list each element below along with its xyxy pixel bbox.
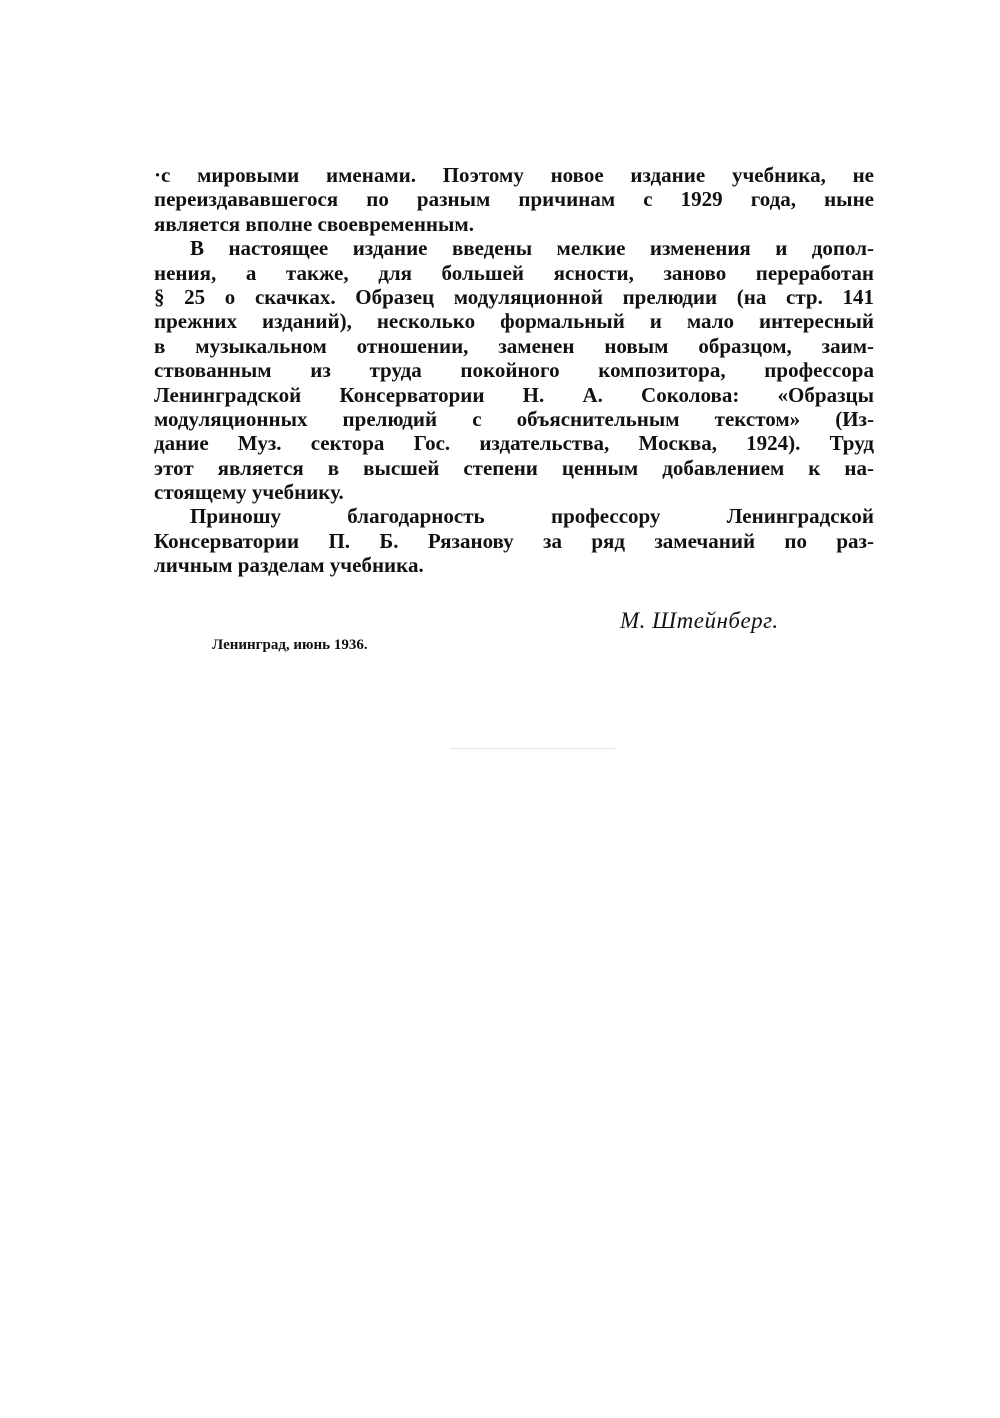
text-line: ·с мировыми именами. Поэтому новое издание учебника, не [154, 163, 874, 187]
paragraph-2 [154, 236, 874, 504]
paragraph-3 [154, 504, 874, 577]
text-line: личным разделам учебника. [154, 553, 424, 578]
text-line: нения, а также, для большей ясности, заново переработан [154, 260, 874, 285]
text-line: стоящему учебнику. [154, 480, 344, 505]
paragraph-1 [154, 163, 874, 236]
text-line: этот является в высшей степени ценным добавлением к на- [154, 455, 874, 480]
text-line: ствованным из труда покойного композитора, профессора [154, 358, 874, 383]
text-line: переиздававшегося по разным причинам с 1929 года, ныне [154, 187, 874, 212]
text-line: дание Муз. сектора Гос. издательства, Москва, 1924). Труд [154, 431, 874, 456]
text-line: модуляционных прелюдий с объяснительным текстом» (Из- [154, 406, 874, 431]
text-line: Приношу благодарность профессору Ленинградской [190, 504, 874, 529]
text-line: Ленинградской Консерватории Н. А. Соколова: «Образцы [154, 382, 874, 407]
text-line: прежних изданий), несколько формальный и мало интересный [154, 309, 874, 334]
text-line: в музыкальном отношении, заменен новым образцом, заим- [154, 333, 874, 358]
text-line: § 25 о скачках. Образец модуляционной прелюдии (на стр. 141 [154, 284, 874, 309]
text-line: В настоящее издание введены мелкие изменения и допол- [190, 236, 874, 261]
text-line: является вполне своевременным. [154, 211, 474, 236]
faint-divider [450, 748, 615, 749]
text-line: Консерватории П. Б. Рязанову за ряд замечаний по раз- [154, 528, 874, 553]
body-text [154, 163, 874, 578]
author-signature: М. Штейнберг. [620, 608, 779, 633]
place-date-line: Ленинград, июнь 1936. [212, 637, 368, 653]
